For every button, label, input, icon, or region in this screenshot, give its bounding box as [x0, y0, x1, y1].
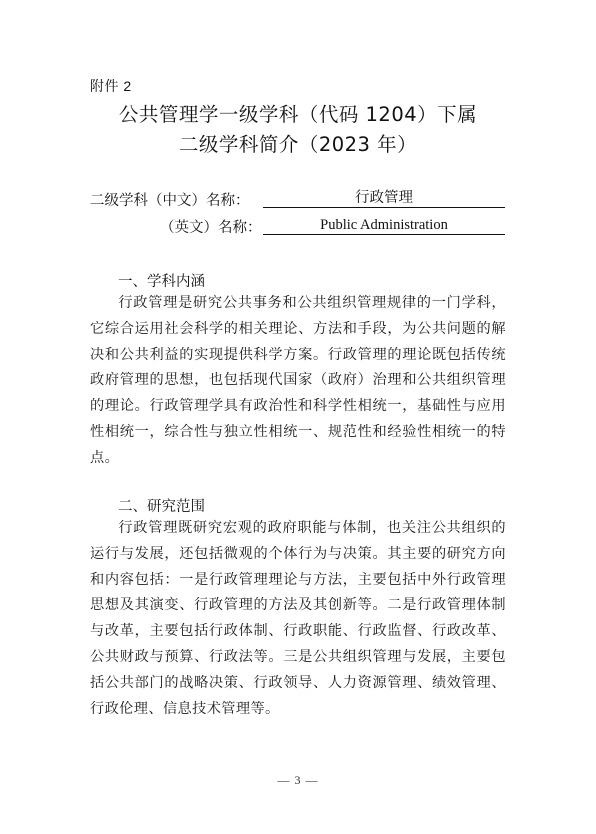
- section-body-connotation: 行政管理是研究公共事务和公共组织管理规律的一门学科，它综合运用社会科学的相关理论、方法和手段，为公共问题的解决和公共利益的实现提供科学方案。行政管理的理论既包括传统政府管理的思想，也包括现代国家（政府）治理和公共组织管理的理论。行政管理学具有政治性和科学性相统一，基础性与应用性相统一，综合性与独立性相统一、规范性和经验性相统一的特点。: [90, 295, 506, 466]
- chinese-name-label: 二级学科（中文）名称：: [90, 193, 250, 209]
- attachment-label: 附件 2: [90, 78, 132, 94]
- document-title-line2: 二级学科简介（2023 年）: [178, 133, 418, 156]
- chinese-name-value: 行政管理: [263, 189, 505, 208]
- english-name-label: （英文）名称：: [160, 220, 262, 236]
- section-body-research-scope: 行政管理既研究宏观的政府职能与体制，也关注公共组织的运行与发展，还包括微观的个体行为与决策。其主要的研究方向和内容包括：一是行政管理理论与方法，主要包括中外行政管理思想及其演变、行政管理的方法及其创新等。二是行政管理体制与改革，主要包括行政体制、行政职能、行政监督、行政改革、公共财政与预算、行政法等。三是公共组织管理与发展，主要包括公共部门的战略决策、行政领导、人力资源管理、绩效管理、行政伦理、信息技术管理等。: [90, 520, 506, 717]
- document-title-line1: 公共管理学一级学科（代码 1204）下属: [118, 103, 478, 126]
- section-heading-connotation: 一、学科内涵: [118, 274, 205, 290]
- page-number: — 3 —: [277, 773, 319, 787]
- section-heading-research-scope: 二、研究范围: [118, 499, 205, 515]
- english-name-value: Public Administration: [263, 216, 505, 235]
